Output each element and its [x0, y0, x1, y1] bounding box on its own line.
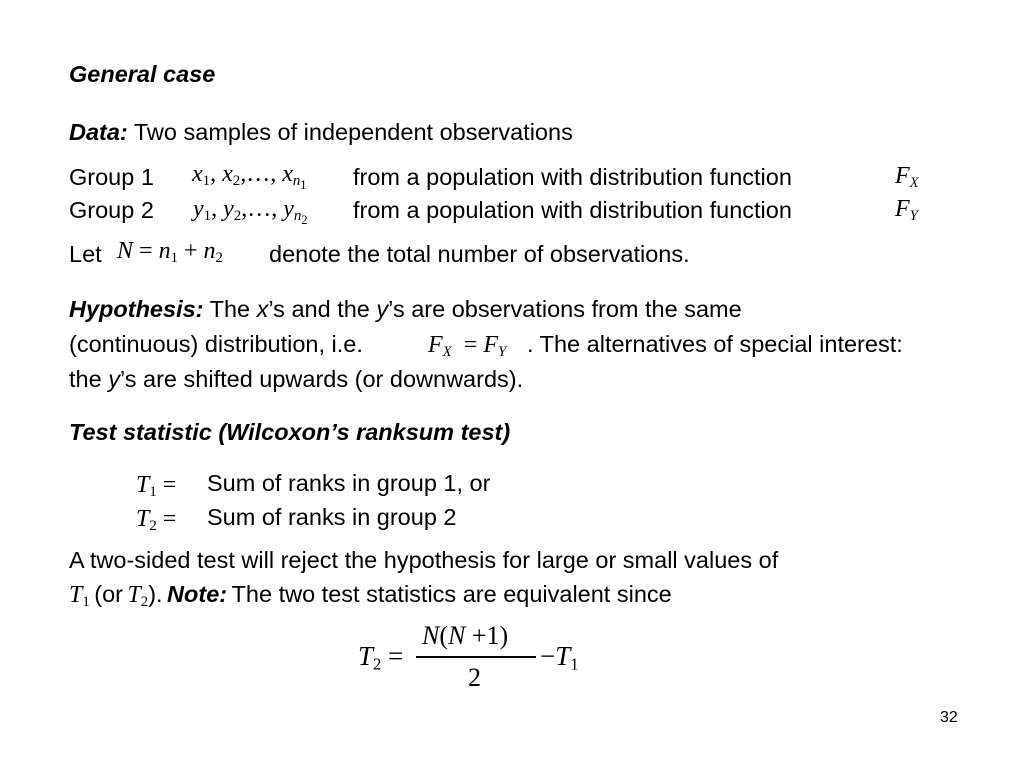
hypothesis-line2a: (continuous) distribution, i.e. [69, 331, 363, 357]
conclusion-line1: A two-sided test will reject the hypothesis for large or small values of [69, 547, 779, 573]
note-text: The two test statistics are equivalent since [231, 581, 672, 607]
hypothesis-line3-b: ’s are shifted upwards (or downwards). [119, 366, 524, 392]
hypothesis-label: Hypothesis: [69, 296, 204, 322]
equation-numerator: N(N +1) [422, 621, 509, 650]
group1-label: Group 1 [69, 164, 154, 190]
or-text: (or [94, 581, 123, 607]
conclusion-line2: $T_1$ (or $T_2$). Note: The two test statistics are equivalent since [69, 581, 672, 611]
hypothesis-y: y [376, 296, 389, 322]
fraction-bar [416, 656, 536, 658]
n-total-formula: $N = n_1 + n_2$ [117, 238, 223, 267]
hypothesis-line2b: . The alternatives of special interest: [527, 331, 903, 357]
let-label: Let [69, 241, 102, 267]
equation-rhs: $-T_1$ [540, 641, 579, 674]
t1-text: Sum of ranks in group 1, or [207, 470, 491, 496]
let-text: denote the total number of observations. [269, 241, 690, 267]
fx-symbol: $F_X$ [895, 163, 919, 192]
t2-symbol: $T_2$ = [136, 506, 177, 535]
data-line [69, 118, 573, 146]
hypothesis-line3-a: the [69, 366, 102, 392]
hypothesis-line3 [69, 365, 523, 393]
page-number: 32 [940, 709, 958, 726]
close-text: ). [148, 581, 163, 607]
group1-sequence: $x_1$, $x_2,\dots$, $x_{n_1}$ [192, 161, 307, 192]
hypothesis-line3-y: y [108, 366, 120, 392]
hypothesis-text-b: ’s and the [268, 296, 370, 322]
data-text: Two samples of independent observations [133, 119, 573, 145]
data-label: Data: [69, 119, 128, 145]
group1-text: from a population with distribution function [353, 164, 792, 190]
t2-text: Sum of ranks in group 2 [207, 504, 457, 530]
hypothesis-text-c: ’s are observations from the same [388, 296, 742, 322]
equivalence-equation [358, 620, 598, 700]
t1-symbol: $T_1$ = [136, 472, 177, 501]
equation-denominator: 2 [468, 663, 481, 692]
hypothesis-x: x [256, 296, 269, 322]
equation-lhs: $T_2$ = [358, 641, 404, 674]
group2-sequence: $y_1$, $y_2,\dots$, $y_{n_2}$ [193, 196, 308, 227]
group2-label: Group 2 [69, 197, 154, 223]
fy-symbol: $F_Y$ [895, 196, 918, 225]
slide-title: General case [69, 61, 216, 87]
note-label: Note: [167, 581, 228, 607]
hypothesis-text-a: The [209, 296, 251, 322]
hypothesis-line1 [69, 295, 742, 323]
group2-text: from a population with distribution function [353, 197, 792, 223]
fx-equals-fy: $F_X = F_Y$ [428, 332, 507, 361]
test-statistic-heading: Test statistic (Wilcoxon’s ranksum test) [69, 419, 511, 445]
